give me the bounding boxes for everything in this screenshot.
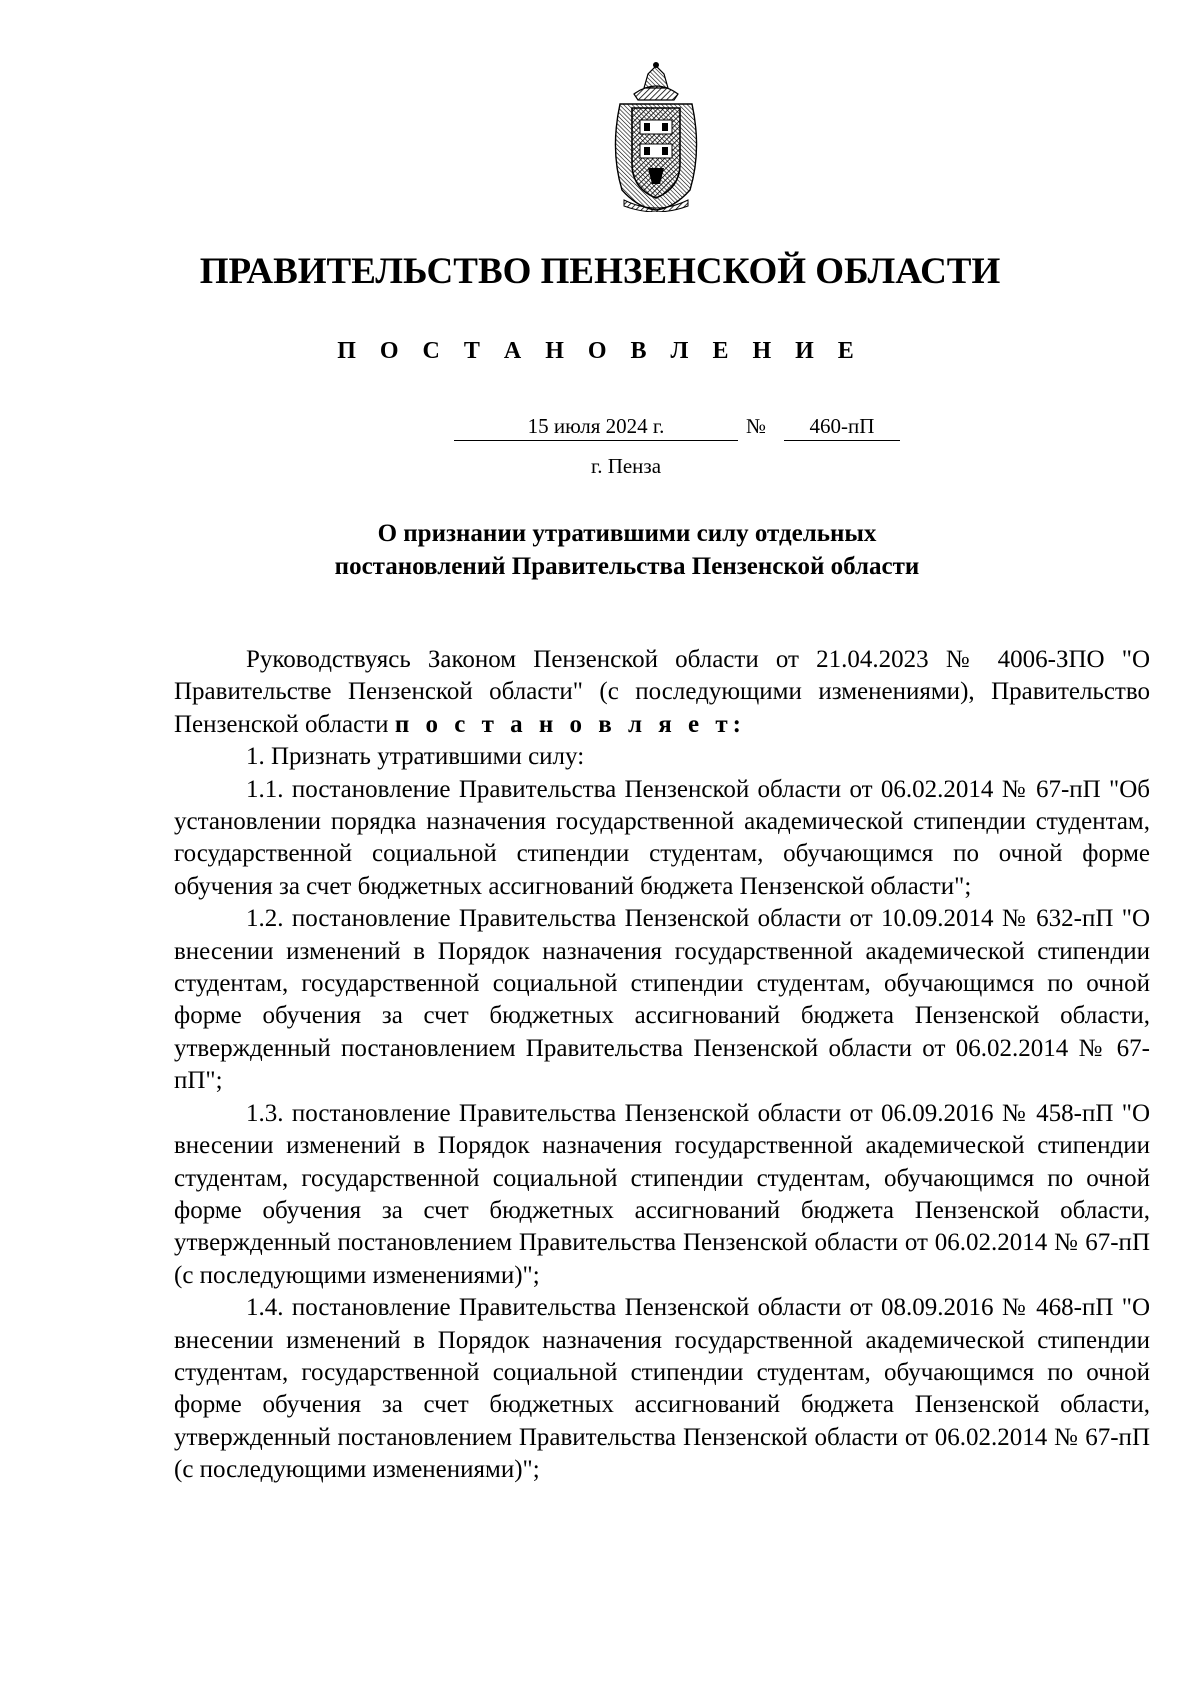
document-body xyxy=(174,644,1150,1487)
coat-of-arms-emblem xyxy=(604,60,708,212)
number-sign: № xyxy=(746,414,767,438)
government-title: ПРАВИТЕЛЬСТВО ПЕНЗЕНСКОЙ ОБЛАСТИ xyxy=(199,251,1001,292)
document-type-heading: П О С Т А Н О В Л Е Н И Е xyxy=(337,338,863,364)
item-1-1: 1.1. постановление Правительства Пензенской области от 06.02.2014 № 67-пП "Об установлении порядка назначения государственной академической стипендии студентам, государственной социальной стипендии студентам, обучающимся по очной форме обучения за счет бюджетных ассигнований бюджета Пензенской области"; xyxy=(174,775,1150,900)
city-line: г. Пенза xyxy=(590,454,662,478)
document-number: 460-пП xyxy=(784,412,900,441)
date-number-line xyxy=(454,412,900,446)
item-1-4: 1.4. постановление Правительства Пензенской области от 08.09.2016 № 468-пП "О внесении изменений в Порядок назначения государственной академической стипендии студентам, государственной социальной стипендии студентам, обучающимся по очной форме обучения за счет бюджетных ассигнований бюджета Пензенской области, утвержденный постановлением Правительства Пензенской области от 06.02.2014 № 67-пП (с последующими изменениями)"; xyxy=(174,1294,1150,1484)
preamble-paragraph xyxy=(174,644,1150,741)
item-1-3: 1.3. постановление Правительства Пензенской области от 06.09.2016 № 458-пП "О внесении изменений в Порядок назначения государственной академической стипендии студентам, государственной социальной стипендии студентам, обучающимся по очной форме обучения за счет бюджетных ассигнований бюджета Пензенской области, утвержденный постановлением Правительства Пензенской области от 06.02.2014 № 67-пП (с последующими изменениями)"; xyxy=(174,1099,1150,1289)
subject-line-1: О признании утратившими силу отдельных xyxy=(377,520,877,547)
item-1: 1. Признать утратившими силу: xyxy=(246,743,585,771)
item-1-2: 1.2. постановление Правительства Пензенской области от 10.09.2014 № 632-пП "О внесении изменений в Порядок назначения государственной академической стипендии студентам, государственной социальной стипендии студентам, обучающимся по очной форме обучения за счет бюджетных ассигнований бюджета Пензенской области, утвержденный постановлением Правительства Пензенской области от 06.02.2014 № 67-пП"; xyxy=(174,905,1150,1095)
document-subject xyxy=(0,517,1200,583)
document-date: 15 июля 2024 г. xyxy=(454,412,738,441)
subject-line-2: постановлений Правительства Пензенской области xyxy=(334,553,920,580)
resolves-keyword: п о с т а н о в л я е т: xyxy=(394,710,747,738)
preamble-text: Руководствуясь Законом Пензенской области от 21.04.2023 № 4006-ЗПО "О Правительстве Пензенской области" (с последующими изменениями), Правительство Пензенской области xyxy=(174,646,1150,738)
